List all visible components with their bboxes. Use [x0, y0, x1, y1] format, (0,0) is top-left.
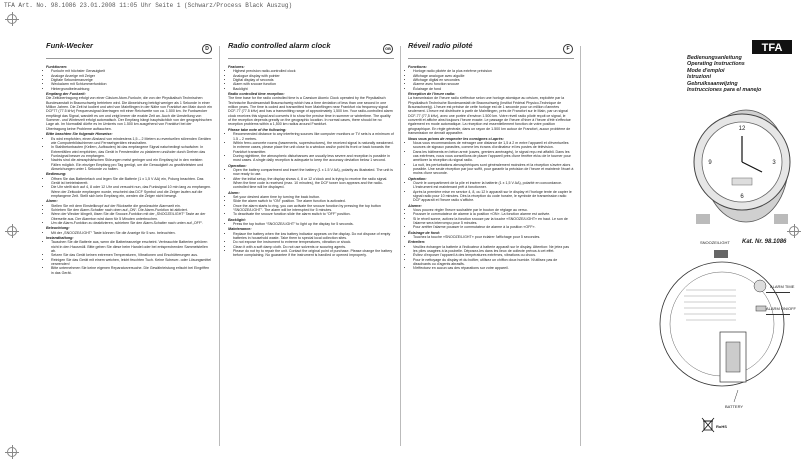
bullet-item: • Éclairage de fond: [413, 87, 574, 91]
svg-text:12: 12: [738, 126, 746, 132]
manual-titles: [687, 55, 797, 93]
bullet-item: • Pour le nettoyage du display et du boîtier, utilisez un chiffon doux humide. N'utilisez pas de dissolvants ou d'agents abrasifs.: [413, 258, 574, 267]
bullet-item: • Vous pouvez régler l'heure souhaitée par le bouton de réglage au verso.: [413, 208, 574, 212]
title-rule: [46, 58, 212, 59]
bullet-item: • Funkuhr mit höchster Genauigkeit: [51, 69, 212, 73]
battery-label: BATTERY: [725, 404, 744, 409]
manual-title: Gebruiksaanwijzing: [687, 80, 738, 87]
bullet-item: • Please do not try to repair the unit. Contact the original point of purchase. Please change the battery before complaining. No guarantee if the instrument is handled or opened improperly.: [233, 249, 394, 258]
section-heading: Features:: [228, 65, 245, 69]
bullet-list: [46, 69, 212, 91]
section-heading: Maintenance:: [228, 227, 252, 232]
section-heading: Fonctions:: [408, 65, 427, 69]
bullet-item: • Analoge Anzeige mit Zeiger: [51, 74, 212, 78]
section-heading: Radio controlled time reception:: [228, 92, 285, 97]
title-rule: [408, 58, 574, 59]
lang-badge-gb: GB: [383, 44, 393, 54]
section-heading: Entretien:: [408, 240, 426, 245]
bullet-item: • Setzen Sie das Gerät keinen extremen Temperaturen, Vibrationen und Erschütterungen aus.: [51, 253, 212, 257]
section-text: Die Zeitübertragung erfolgt von einer Cäsium Atom-Funkuhr, die von der Physikalisch Technischen Bundesanstalt in Braunschweig betrieben wird. Die Abweichung beträgt weniger als 1 Sekunde in einer Million Jahren. Die Zeit ist kodiert und wird von Mainflingen in der Nähe von Frankfurt am Main durch ein DCF77 (77.5 kHz) Frequenzsignal übertragen mit einer Reichweite von ca. 1.500 km. Ihr Funkwecker empfängt das Signal, wandelt es um und zeigt immer die exakte Zeit an. Auch die Umstellung von Sommer- und Winterzeit erfolgt automatisch. Der Empfang hängt hauptsächlich von der geographischen Lage ab. Im Normalfall dürfte es im Umkreis von 1.500 km ausgehend von Frankfurt bei der Übertragung keine Probleme auftauchen.: [46, 96, 212, 131]
bullet-item: • Replace the battery when the low battery indicator appears on the display. Do not dispose of empty batteries in household waste. Take them to special local collection sites.: [233, 232, 394, 241]
section-heading: Éclairage de fond:: [408, 230, 440, 235]
column-gb: [228, 41, 394, 451]
column-divider: [580, 46, 581, 446]
bullet-item: • In Stahlbetonbauten (Kellern, Aufbauten) ist das empfangene Signal naturbedingt schwächer. In Extremfällen wird empfohlen, das Gerät in Fensternähe zu platzieren und/oder durch Drehen das Funksignal besser zu empfangen.: [51, 145, 212, 158]
bullet-item: • To deactivate the snooze function slide the alarm switch to “OFF” position.: [233, 212, 394, 216]
brand-logo: [752, 40, 792, 54]
brand-logo-graphic: [752, 40, 792, 54]
brand-name: TFA: [761, 42, 783, 54]
bullet-item: • Set your desired alarm time by turning the back button.: [233, 195, 394, 199]
bullet-item: • Affichage analogue avec aiguille: [413, 74, 574, 78]
bullet-item: • Digital display of seconds: [233, 78, 394, 82]
bullet-item: • Digitale Sekundenanzeige: [51, 78, 212, 82]
bullet-list: [46, 137, 212, 172]
section-heading: Alarm:: [228, 190, 240, 195]
manual-title: Operating Instructions: [687, 61, 745, 68]
bullet-item: • Reinigen Sie das Gerät mit einem weichen, leicht feuchten Tuch. Keine Scheuer- oder Lösungsmittel verwenden!: [51, 258, 212, 267]
bullet-item: • Pour arrêter l'alarme pousser le commutateur de alarme à la position «OFF».: [413, 225, 574, 229]
recycling-bin-icon: [702, 418, 714, 432]
bullet-item: • Once the alarm starts to ring, you can activate the snooze function by pressing the top button “SNOOZE/LIGHT”. The alarm will be interrupted for 5 minutes.: [233, 204, 394, 213]
column-body: [46, 64, 212, 451]
section-heading: Alarme:: [408, 203, 422, 208]
bullet-item: • Open the battery compartment and insert the battery (1 x 1.5 V AA), polarity as illustrated. The unit is now ready to use.: [233, 168, 394, 177]
bullet-item: • After the initial setup, the display shows 4, 8 or 12 o'clock and is trying to receive the radio signal. When the time code is received (max. 10 minutes), the DCF tower icon appears and the radio-controlled time will be displayed.: [233, 177, 394, 190]
bullet-item: • Horloge radio pilotée de la plus extrême précision: [413, 69, 574, 73]
section-heading: Bitte beachten Sie folgende Hinweise:: [46, 132, 113, 137]
svg-text:6: 6: [740, 194, 744, 200]
bullet-list: [228, 69, 394, 91]
bullet-item: • Si le réveil sonne, activez la fonction snooze par la touche «SNOOZE/LIGHT» en haut. Le son de l'alarme sera interrompu pour 5 minutes.: [413, 217, 574, 226]
alarm-onoff-label: ALARM ON/OFF: [766, 306, 797, 311]
snooze-label: SNOOZE/LIGHT: [700, 240, 730, 245]
bullet-item: • Weckalarm mit Schlummerfunktion: [51, 82, 212, 86]
bullet-item: • Alarme avec fonction snooze: [413, 82, 574, 86]
crop-mark: [7, 226, 17, 236]
bullet-item: • Tauschen Sie die Batterie aus, wenn die Batterieanzeige erscheint. Verbrauchte Batterien gehören nicht in den Hausmüll. Bitte geben Sie diese beim Handel oder bei entsprechenden Sammelstellen ab.: [51, 240, 212, 253]
crop-mark: [7, 14, 17, 24]
bullet-item: • Do not expose the instrument to extreme temperatures, vibration or shock.: [233, 240, 394, 244]
clock-front-illustration: [676, 98, 798, 230]
rohs-label: RoHS: [716, 424, 727, 429]
column-title: Réveil radio piloté: [408, 41, 473, 50]
section-text: La transmission de l'heure radio s'effectue selon une horloge atomique au césium, exploitée par la Physikalisch Technische Bundesanstalt de Braunschweig (Institut Fédéral Physico-Technique de Braunschweig). L'heure est précise de cette horloge est de 1 seconde pour un million d'années seulement. L'heure est distribuée à partir de Mainflingen, près de Francfort sur le Main, par un signal DCF-77 (77,5 kHz), avec une portée d'environ 1.500 km. Votre réveil radio piloté reçoit ce signal, le convertit et affiche ainsi toujours l'heure exacte. Le passage de l'heure d'hiver à l'heure d'été s'effectue également en mode automatique. La réception est essentiellement fonction de votre position géographique. En règle générale, dans un rayon de 1.500 km autour de Francfort, aucun problème de transmission ne devrait apparaître.: [408, 96, 571, 136]
bullet-list: [228, 195, 394, 217]
bullet-item: • Wenn der Wecker klingelt, lösen Sie die Snooze-Funktion mit der „SNOOZE/LIGHT“ Taste an der Oberseite aus. Der Alarmton wird dann für 5 Minuten unterbrochen.: [51, 212, 212, 221]
bullet-list: [46, 204, 212, 226]
column-title: Funk-Wecker: [46, 41, 93, 50]
bullet-item: • Öffnen Sie das Batteriefach und legen Sie die Batterie (1 x 1,5 V AA) ein, Polung beachten. Das Gerät ist betriebsbereit.: [51, 177, 212, 186]
column-fr: [408, 41, 574, 451]
section-heading: Backlight:: [228, 217, 246, 222]
bullet-item: • Nous vous recommandons de ménager une distance de 1,5 à 2 m entre l'appareil et d'éventuelles sources de signaux parasites, comme les écrans d'ordinateur et les postes de télévision.: [413, 141, 574, 150]
bullet-list: [46, 240, 212, 275]
bullet-list: [408, 208, 574, 230]
bullet-item: • Nachts sind die atmosphärischen Störungen meist geringer und ein Empfang ist in den meisten Fällen möglich. Ein einziger Empfang pro Tag genügt, um die Genauigkeit zu gewährleisten und Abweichungen unter 1 Sekunde zu halten.: [51, 158, 212, 171]
bullet-item: • Analogue display with pointer: [233, 74, 394, 78]
bullet-list: [408, 181, 574, 203]
crop-mark: [7, 447, 17, 457]
label-leader: [766, 314, 790, 315]
bullet-item: • Après la première mise en service 4, 8, ou 12 h apparaît sur le display et l'horloge tente de capter le signal radio pour 10 minutes. Dès la réception du code horaire, le symbole de transmission radio DCF apparaît et l'heure radio s'affiche.: [413, 190, 574, 203]
print-header: TFA Art. No. 98.1086 23.01.2008 11:05 Uhr Seite 1 (Schwarz/Process Black Auszug): [4, 2, 293, 9]
bullet-list: [46, 177, 212, 199]
section-heading: Opération:: [408, 176, 427, 181]
bullet-item: • Press the top button “SNOOZE/LIGHT” to light up the display for 5 seconds.: [233, 222, 394, 226]
section-heading: Funktionen:: [46, 65, 68, 69]
bullet-item: • Affichage digital en secondes: [413, 78, 574, 82]
bullet-item: • Highest precision radio-controlled clock: [233, 69, 394, 73]
manual-title: Instrucciones para el manejo: [687, 87, 762, 94]
bullet-item: • Alarm with snooze function: [233, 82, 394, 86]
column-divider: [400, 46, 401, 446]
section-heading: Beleuchtung:: [46, 226, 70, 231]
section-heading: Empfang der Funkzeit:: [46, 92, 86, 97]
section-heading: Alarm:: [46, 199, 58, 204]
alarm-time-label: ALARM TIME: [770, 284, 795, 289]
bullet-list: [408, 245, 574, 271]
label-leader: [766, 292, 790, 293]
bullet-item: • Mit der „SNOOZE/LIGHT“ Taste können Sie die Anzeige für 5 sec. beleuchten.: [51, 231, 212, 235]
bullet-item: • Um die Alarm-Funktion zu deaktivieren, schieben Sie den Alarm-Schalter nach unten auf „OFF“.: [51, 221, 212, 225]
bullet-item: • Backlight: [233, 87, 394, 91]
svg-text:3: 3: [772, 160, 776, 166]
clock-back-diagram: [676, 250, 800, 410]
bullet-item: • Bitte unternehmen Sie keine eigenen Reparaturversuche. Die Gewährleistung erlischt bei Eingriffen in das Gerät.: [51, 266, 212, 275]
column-body: [408, 64, 574, 451]
section-text: The time base for the radio controlled time is a Caesium Atomic Clock operated by the Physikalisch Technische Bundesanstalt Braunschweig which has a time deviation of less than one second in one million years. The time is coded and transmitted from Mainflingen near Frankfurt via frequency signal DCF-77 (77.5 kHz) and has a transmitting range of approximately 1,500 km. Your radio-controlled alarm clock receives this signal and converts it to show the precise time in summer or wintertime. The quality of the reception depends greatly on the geographic location. In normal cases, there should be no reception problems within a 1,500 km radius around Frankfurt.: [228, 96, 393, 127]
section-heading: Instandhaltung:: [46, 236, 74, 241]
bullet-item: • Évitez d'exposer l'appareil à des températures extrêmes, vibrations ou chocs.: [413, 253, 574, 257]
bullet-item: • Within ferro-concrete rooms (basements, superstructures), the received signal is naturally weakened. In extreme cases, please place the unit close to a window and/or point its front or back towards the Frankfurt transmitter.: [233, 141, 394, 154]
manual-title: Istruzioni: [687, 74, 711, 81]
bullet-list: [46, 231, 212, 235]
section-heading: Nous vous prions de respecter les consignes ci-après:: [408, 136, 504, 141]
bullet-item: • Schieben Sie den Alarm-Schalter nach oben auf „ON“. Die Alarm-Funktion ist aktiviert.: [51, 208, 212, 212]
lang-badge-fr: F: [563, 44, 573, 54]
bullet-item: • N'effectuez en aucun cas des réparations sur votre appareil.: [413, 266, 574, 270]
bullet-item: • Veuillez échanger la batterie à l'indicateur à batterie apparaît sur le display. Attention: Ne jetez pas les piles usagées à la poubelle. Déposez-les dans les lieux de collecte prévus à cet effet.: [413, 245, 574, 254]
column-title: Radio controlled alarm clock: [228, 41, 331, 50]
bullet-list: [408, 235, 574, 239]
bullet-item: • Clean it with a soft damp cloth. Do not use solvents or scouring agents.: [233, 245, 394, 249]
section-heading: Réception de l'heure radio:: [408, 92, 456, 97]
bullet-list: [408, 69, 574, 91]
manual-title: Mode d'emploi: [687, 67, 725, 74]
column-divider: [219, 46, 220, 446]
bullet-item: • Stellen Sie mit dem Einstellknopf auf der Rückseite die gewünschte Alarmzeit ein.: [51, 204, 212, 208]
lang-badge-de: D: [202, 44, 212, 54]
bullet-list: [228, 222, 394, 226]
bullet-item: • Ouvrir le compartiment de la pile et insérer la batterie (1 x 1,5 V AA), polarité en concordance. L'instrument est maintenant prêt à fonctionner.: [413, 181, 574, 190]
bullet-list: [228, 132, 394, 162]
bullet-list: [228, 168, 394, 190]
bullet-list: [228, 232, 394, 258]
bullet-item: • Die Uhr stellt sich auf 4, 8 oder 12 Uhr und versucht nun, das Funksignal 10 min lang zu empfangen. Wenn der Zeitcode empfangen wurde, erscheint das DCF Symbol und die Zeiger laufen auf die empfangene Zeit. Stellt sich kein Empfang ein, werden die Zeiger nicht bewegt.: [51, 185, 212, 198]
bullet-item: • Recommended distance to any interfering sources like computer monitors or TV sets is a minimum of 1.5 – 2 metres.: [233, 132, 394, 141]
svg-text:9: 9: [708, 160, 712, 166]
manual-title: Bedienungsanleitung: [687, 55, 742, 61]
column-body: [228, 64, 394, 451]
bullet-item: • Es wird empfohlen, einen Abstand von mindestens 1,5 – 2 Metern zu eventuellen störenden Geräten wie Computerbildschirmen und Fernsehgeräten einzuhalten.: [51, 137, 212, 146]
article-number: Kat. Nr. 98.1086: [742, 239, 787, 245]
bullet-item: • La nuit, les perturbations atmosphériques sont généralement moindres et la réception s'avère alors possible. Une seule réception par jour suffit, pour garantir la précision de l'heure et maintenir l'écart à moins d'une seconde.: [413, 163, 574, 176]
title-rule: [228, 58, 394, 59]
bullet-item: • Hintergrundbeleuchtung: [51, 87, 212, 91]
bullet-item: • Touchez la touche «SNOOZE/LIGHT» pour éclairer l'affichage pour 5 secondes.: [413, 235, 574, 239]
section-heading: Bedienung:: [46, 172, 67, 177]
bullet-item: • Pousser le commutateur de alarme à la position «ON». La fonction alarme est activée.: [413, 212, 574, 216]
bullet-item: • Slide the alarm switch to “ON” position. The alarm function is activated.: [233, 199, 394, 203]
bullet-item: • During nighttime, the atmospheric disturbances are usually less severe and reception is possible in most cases. A single daily reception is adequate to keep the accuracy deviation below 1 second.: [233, 154, 394, 163]
column-de: [46, 41, 212, 451]
bullet-list: [408, 141, 574, 176]
section-heading: Operation:: [228, 163, 247, 168]
section-heading: Please take note of the following:: [228, 127, 287, 132]
bullet-item: • Dans les bâtiments en béton armé (caves, greniers aménagés), le signal reçu est affaibli. Dans les cas extrêmes, nous vous conseillons de placer l'appareil près d'une fenêtre et/ou de le tourner pour améliorer la réception du signal radio.: [413, 150, 574, 163]
